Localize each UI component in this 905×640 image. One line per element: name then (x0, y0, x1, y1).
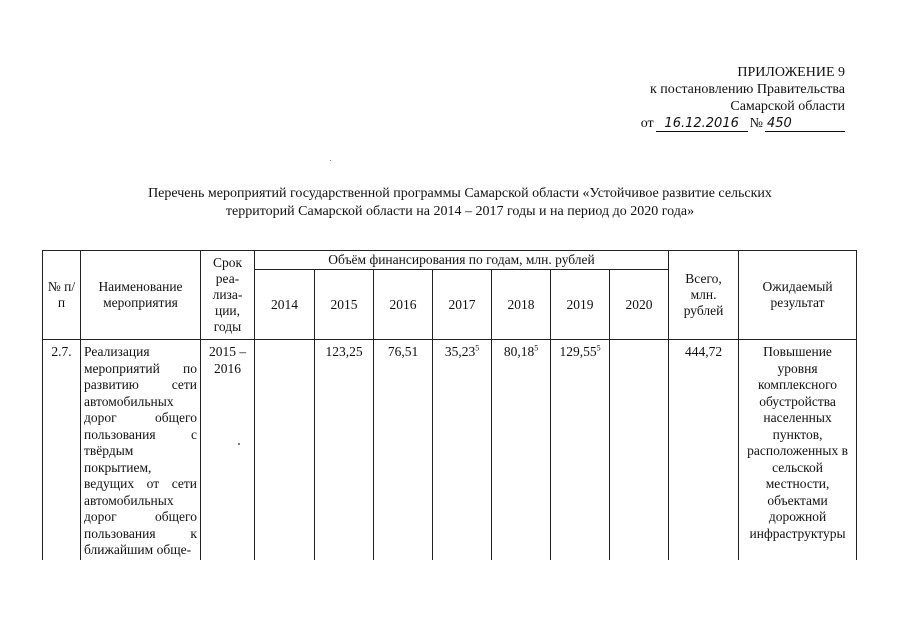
row-value-2018: 80,18 (503, 344, 535, 359)
scan-speck (330, 160, 331, 161)
header-result: Ожидаемый результат (739, 251, 857, 340)
decree-reference (605, 115, 845, 132)
row-value-2016: 76,51 (374, 340, 433, 560)
appendix-line-decree: к постановлению Правительства (649, 82, 845, 97)
scan-speck (238, 443, 240, 445)
footnote-mark-2017: 5 (475, 343, 480, 353)
header-year-2020: 2020 (610, 270, 669, 340)
header-term: Срок реа-лиза-ции, годы (201, 251, 255, 340)
row-value-2017: 35,23 (444, 344, 476, 359)
row-value-2019-cell (551, 340, 610, 560)
document-title-line-2: территорий Самарской области на 2014 – 2017 годы и на период до 2020 года» (225, 204, 695, 219)
row-value-2020 (610, 340, 669, 560)
header-year-2018: 2018 (492, 270, 551, 340)
row-value-2017-cell (433, 340, 492, 560)
footnote-mark-2019: 5 (596, 343, 601, 353)
row-term: 2015 – 2016 (201, 340, 255, 560)
appendix-title: ПРИЛОЖЕНИЕ 9 (737, 65, 845, 80)
document-title (60, 185, 860, 221)
from-prefix: от (640, 116, 654, 131)
decree-number: 450 (765, 116, 845, 132)
header-year-2016: 2016 (374, 270, 433, 340)
header-year-2019: 2019 (551, 270, 610, 340)
header-total: Всего, млн. рублей (669, 251, 739, 340)
header-funding-group: Объём финансирования по годам, млн. рублей (255, 251, 669, 270)
document-title-line-1: Перечень мероприятий государственной программы Самарской области «Устойчивое развитие сельских (148, 186, 772, 201)
number-prefix: № (749, 116, 763, 131)
header-year-2014: 2014 (255, 270, 315, 340)
header-num: № п/п (43, 251, 81, 340)
table-header-row (43, 251, 857, 270)
row-value-2018-cell (492, 340, 551, 560)
appendix-line-region: Самарской области (730, 99, 845, 114)
measures-table (42, 250, 857, 560)
header-year-2017: 2017 (433, 270, 492, 340)
table-row (43, 340, 857, 560)
row-expected-result: Повышение уровня комплексного обустройства населенных пунктов, расположенных в сельской местности, объектами дорожной инфраструктуры (739, 340, 857, 560)
decree-date: 16.12.2016 (656, 116, 748, 132)
appendix-block (605, 64, 845, 132)
footnote-mark-2018: 5 (534, 343, 539, 353)
row-measure-name: Реализация мероприятий по развитию сети автомобильных дорог общего пользования с твёрдым покрытием, ведущих от сети автомобильных дорог общего пользования к ближайшим обще- (81, 340, 201, 560)
header-name: Наименование мероприятия (81, 251, 201, 340)
row-total: 444,72 (669, 340, 739, 560)
header-year-2015: 2015 (315, 270, 374, 340)
row-num: 2.7. (43, 340, 81, 560)
row-value-2014 (255, 340, 315, 560)
row-value-2015: 123,25 (315, 340, 374, 560)
row-value-2019: 129,55 (559, 344, 597, 359)
